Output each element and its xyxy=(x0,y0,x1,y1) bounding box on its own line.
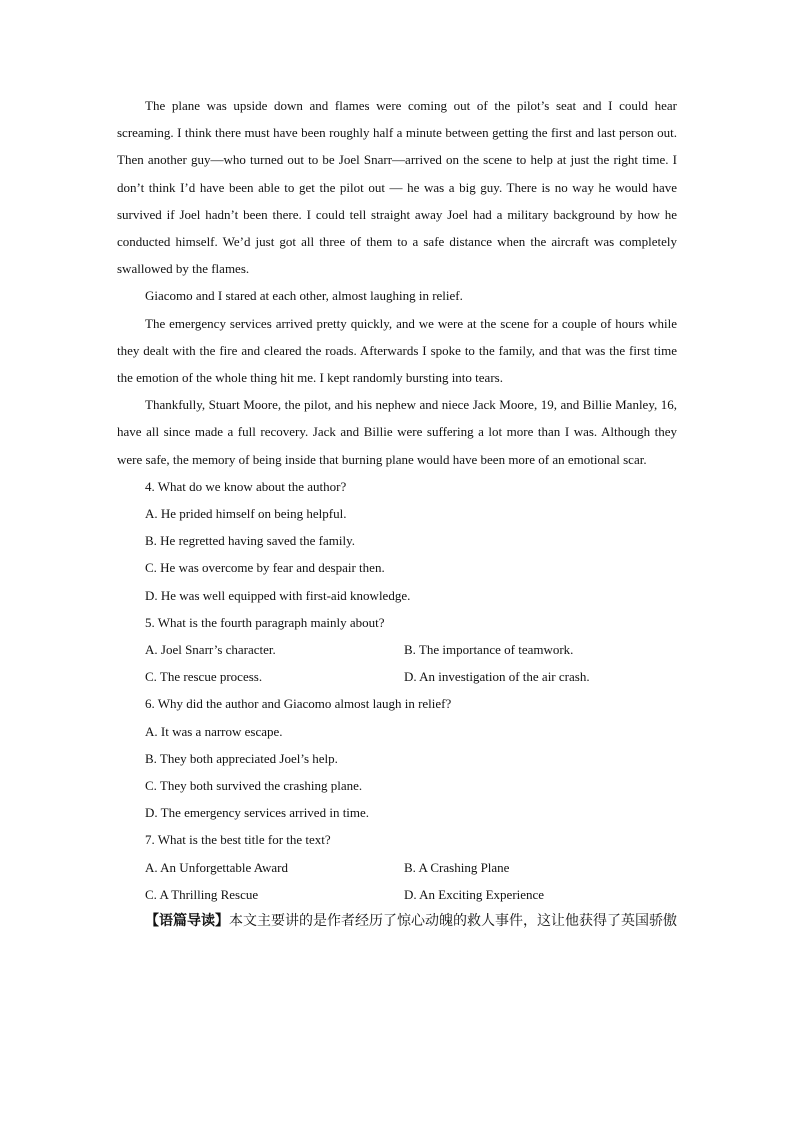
option-b: B. They both appreciated Joel’s help. xyxy=(145,750,338,766)
question-stem: 4. What do we know about the author? xyxy=(145,478,347,494)
paragraph-recovery: Thankfully, Stuart Moore, the pilot, and his nephew and niece Jack Moore, 19, and Billie Manley, 16, have all since made a full recovery. Jack and Billie were suffering a lot more than I was. Although they were safe, the memory of being inside that burning plane would have been more of an emotional scar. xyxy=(117,397,677,467)
option-a: A. Joel Snarr’s character. xyxy=(145,642,276,658)
option-b: B. The importance of teamwork. xyxy=(404,642,574,658)
option-d: D. An Exciting Experience xyxy=(404,886,545,902)
paragraph-emergency: The emergency services arrived pretty quickly, and we were at the scene for a couple of hours while they dealt with the fire and cleared the roads. Afterwards I spoke to the family, and that was the first time the emotion of the whole thing hit me. I kept randomly bursting into tears. xyxy=(117,315,677,386)
question-stem: 6. Why did the author and Giacomo almost laugh in relief? xyxy=(145,696,452,712)
question-5 xyxy=(117,609,677,691)
option-a: A. It was a narrow escape. xyxy=(145,723,283,739)
option-b: B. He regretted having saved the family. xyxy=(145,533,355,549)
option-c: C. The rescue process. xyxy=(145,669,263,685)
question-stem: 7. What is the best title for the text? xyxy=(145,832,331,848)
option-b: B. A Crashing Plane xyxy=(404,859,510,875)
options-row xyxy=(117,663,677,690)
question-7 xyxy=(117,826,677,908)
option-c: C. A Thrilling Rescue xyxy=(145,886,259,902)
question-6 xyxy=(117,690,677,826)
option-d: D. The emergency services arrived in time. xyxy=(145,805,370,821)
paragraph-rescue: The plane was upside down and flames were coming out of the pilot’s seat and I could hear screaming. I think there must have been roughly half a minute between getting the first and last person out. Then another guy—who turned out to be Joel Snarr—arrived on the scene to help at just the right time. I don’t think I’d have been able to get the pilot out — he was a big guy. There is no way he would have survived if Joel hadn’t been there. I could tell straight away Joel had a military background by how he conducted himself. We’d just got all three of them to a safe distance when the aircraft was completely swallowed by the flames. xyxy=(117,98,677,277)
paragraph-relief: Giacomo and I stared at each other, almost laughing in relief. xyxy=(145,288,463,304)
question-stem: 5. What is the fourth paragraph mainly about? xyxy=(145,614,385,630)
option-a: A. He prided himself on being helpful. xyxy=(145,506,347,522)
option-d: D. He was well equipped with first-aid knowledge. xyxy=(145,587,411,603)
options-row xyxy=(117,881,677,908)
passage-guide xyxy=(117,908,677,935)
option-d: D. An investigation of the air crash. xyxy=(404,669,590,685)
option-a: A. An Unforgettable Award xyxy=(145,859,288,875)
question-4 xyxy=(117,473,677,609)
option-c: C. They both survived the crashing plane. xyxy=(145,778,363,794)
guide-text: 本文主要讲的是作者经历了惊心动魄的救人事件，这让他获得了英国骄傲 xyxy=(229,914,677,930)
reading-content xyxy=(117,92,677,935)
options-row xyxy=(117,636,677,663)
options-row xyxy=(117,854,677,881)
option-c: C. He was overcome by fear and despair then. xyxy=(145,560,385,576)
guide-tag: 【语篇导读】 xyxy=(145,914,229,930)
